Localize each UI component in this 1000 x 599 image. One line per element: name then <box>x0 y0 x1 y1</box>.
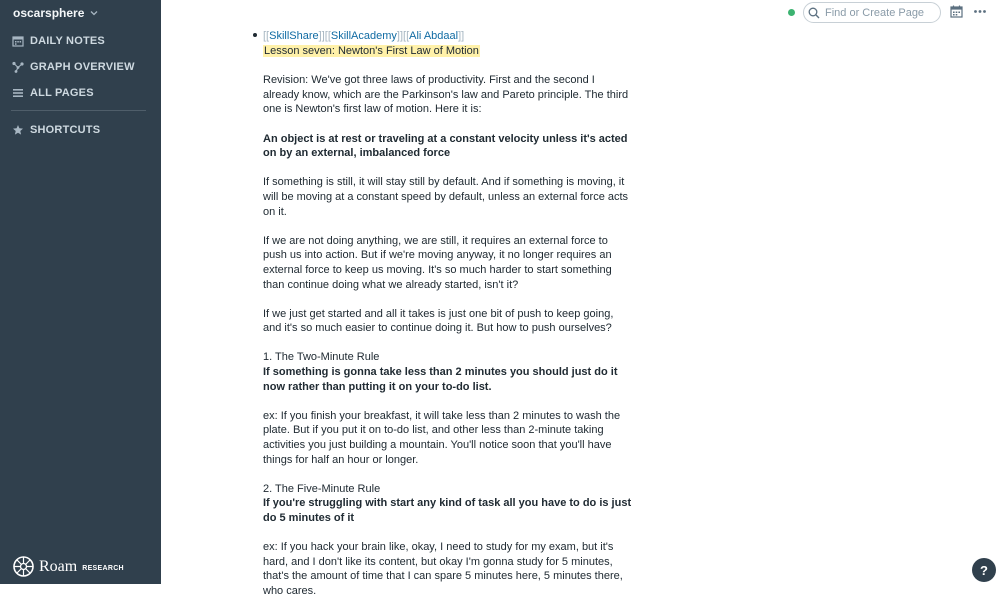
search-input[interactable] <box>825 7 935 19</box>
shortcuts-label: SHORTCUTS <box>30 124 101 136</box>
graph-icon <box>12 61 24 73</box>
paragraph: If we just get started and all it takes is just one bit of push to keep going, and it's so much easier to continue doing it. But how to push ourselves? <box>263 307 614 335</box>
sidebar-item-all-pages[interactable] <box>12 85 94 101</box>
rule-title: 2. The Five-Minute Rule <box>263 482 381 495</box>
sidebar-item-daily-notes[interactable] <box>12 33 105 49</box>
help-button[interactable]: ? <box>972 558 996 582</box>
page-ref-link[interactable]: SkillAcademy <box>330 30 397 42</box>
rule-example: ex: If you hack your brain like, okay, I need to study for my exam, but it's hard, and I don't like its content, but okay I'm gonna study for 5 minutes, that's the amount of time that I can spare 5 minutes here, 5 minutes there, who cares. <box>263 541 623 597</box>
rule-example: ex: If you finish your breakfast, it will take less than 2 minutes to wash the plate. But if you put it on to-do list, and other less than 2-minute taking activities you just building a mountain. You'll notice soon that you'll have things for half an hour or longer. <box>263 409 621 466</box>
left-sidebar <box>0 0 161 584</box>
search-bar[interactable] <box>803 2 941 23</box>
page-reference-line: [[SkillShare]][[SkillAcademy]][[Ali Abdaal]] <box>263 30 465 42</box>
sidebar-item-label: GRAPH OVERVIEW <box>30 61 135 73</box>
rule-statement: If you're struggling with start any kind of task all you have to do is just do 5 minutes of it <box>263 497 632 524</box>
sync-status-indicator <box>788 9 795 16</box>
rule-statement: If something is gonna take less than 2 minutes you should just do it now rather than putting it on your to-do list. <box>263 366 618 393</box>
page-content <box>263 29 633 599</box>
more-options-icon[interactable] <box>973 5 987 18</box>
search-icon <box>808 7 820 19</box>
rule-title: 1. The Two-Minute Rule <box>263 351 380 364</box>
page-ref-link[interactable]: SkillShare <box>269 30 319 42</box>
sidebar-item-label: ALL PAGES <box>30 87 94 99</box>
roam-logo <box>13 556 124 577</box>
sidebar-item-graph-overview[interactable] <box>12 59 135 75</box>
logo-subtext: RESEARCH <box>82 564 124 572</box>
daily-notes-calendar-icon[interactable] <box>950 5 963 18</box>
graph-switcher[interactable] <box>13 5 98 21</box>
graph-name: oscarsphere <box>13 6 85 20</box>
sidebar-item-label: DAILY NOTES <box>30 35 105 47</box>
lesson-title-highlight: Lesson seven: Newton's First Law of Motion <box>264 45 479 57</box>
sidebar-shortcuts-header <box>12 122 100 138</box>
paragraph: If something is still, it will stay still by default. And if something is moving, it will be moving at a constant speed by default, unless an external force acts on it. <box>263 176 629 218</box>
paragraph: If we are not doing anything, we are still, it requires an external force to push us into action. But if we're moving anyway, it no longer requires an external force to keep us moving. It's so much harder to start something than continue doing what we already started, isn't it? <box>263 234 612 291</box>
logo-wordmark: Roam <box>39 557 78 575</box>
page-ref-link[interactable]: Ali Abdaal <box>409 30 459 42</box>
chevron-down-icon <box>90 9 98 17</box>
roam-logo-icon <box>13 556 34 577</box>
star-icon <box>12 124 24 136</box>
block-bullet[interactable] <box>253 33 257 37</box>
list-icon <box>12 87 24 99</box>
bold-statement: An object is at rest or traveling at a constant velocity unless it's acted on by an external, imbalanced force <box>263 132 628 160</box>
calendar-icon <box>12 35 24 47</box>
sidebar-divider <box>11 110 146 111</box>
paragraph: Revision: We've got three laws of productivity. First and the second I already know, which are the Parkinson's law and Pareto principle. The third one is Newton's first law of motion. Here it is: <box>263 74 629 116</box>
